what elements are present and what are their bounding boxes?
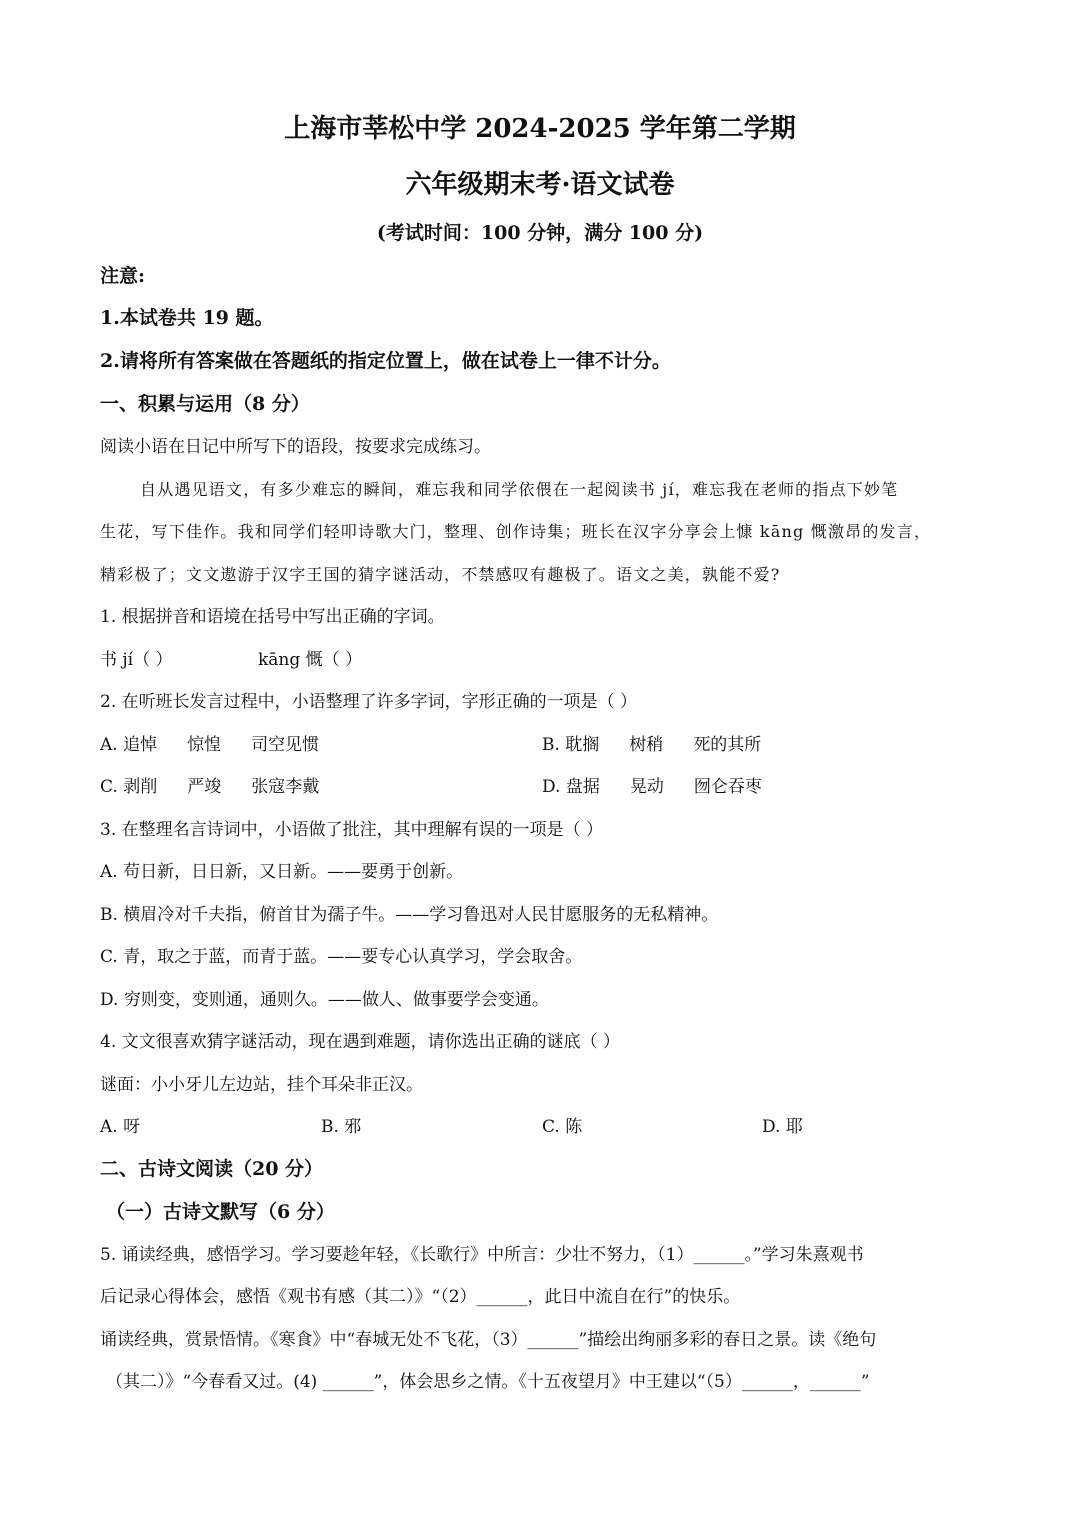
section1-intro: 阅读小语在日记中所写下的语段，按要求完成练习。 (100, 437, 491, 457)
q4-option-a: A. 呀 (100, 1117, 141, 1137)
q3-stem: 3. 在整理名言诗词中，小语做了批注，其中理解有误的一项是（ ） (100, 820, 604, 840)
q1-stem: 1. 根据拼音和语境在括号中写出正确的字词。 (100, 607, 445, 627)
notice-label: 注意: (100, 265, 146, 287)
q4-stem: 4. 文文很喜欢猜字谜活动，现在遇到难题，请你选出正确的谜底（ ） (100, 1032, 621, 1052)
q2-option-b-word-1: B. 耽搁 (542, 735, 600, 755)
q4-option-d: D. 耶 (762, 1117, 803, 1137)
q1-blank-1: 书 jí（ ） (100, 650, 173, 670)
q4-riddle: 谜面：小小牙儿左边站，挂个耳朵非正汉。 (100, 1075, 423, 1095)
q3-option-b: B. 横眉冷对千夫指，俯首甘为孺子牛。——学习鲁迅对人民甘愿服务的无私精神。 (100, 905, 719, 925)
q2-stem: 2. 在听班长发言过程中，小语整理了许多字词，字形正确的一项是（ ） (100, 692, 638, 712)
q2-option-c-word-3: 张寇李戴 (251, 777, 320, 797)
passage-line-2: 生花，写下佳作。我和同学们轻叩诗歌大门，整理、创作诗集；班长在汉字分享会上慷 kāng 慨激昂的发言， (100, 522, 932, 541)
q2-option-b-word-2: 树稍 (629, 735, 664, 755)
q2-option-b (542, 733, 761, 757)
q2-option-c-word-1: C. 剥削 (100, 777, 158, 797)
q2-option-a-word-2: 惊惶 (187, 735, 222, 755)
q2-option-d-word-3: 囫仑吞枣 (693, 777, 762, 797)
q2-option-d-word-1: D. 盘据 (542, 777, 600, 797)
passage-line-1: 自从遇见语文，有多少难忘的瞬间，难忘我和同学依偎在一起阅读书 jí，难忘我在老师的指点下妙笔 (140, 480, 899, 499)
q2-option-c (100, 775, 319, 799)
q2-option-a-word-1: A. 追悼 (100, 735, 158, 755)
q2-option-c-word-2: 严竣 (187, 777, 222, 797)
q4-option-c: C. 陈 (542, 1117, 583, 1137)
q2-option-b-word-3: 死的其所 (693, 735, 762, 755)
q3-option-c: C. 青，取之于蓝，而青于蓝。——要专心认真学习，学会取舍。 (100, 947, 583, 967)
exam-title-line1: 上海市莘松中学 2024-2025 学年第二学期 (284, 114, 796, 144)
q2-option-a (100, 733, 319, 757)
q5-line-3: 诵读经典，赏景悟情。《寒食》中“春城无处不飞花，（3）______”描绘出绚丽多彩的春日之景。读《绝句 (100, 1330, 877, 1350)
notice-item-2: 2.请将所有答案做在答题纸的指定位置上，做在试卷上一律不计分。 (100, 350, 671, 372)
notice-item-1: 1.本试卷共 19 题。 (100, 307, 274, 329)
passage-line-3: 精彩极了；文文遨游于汉字王国的猜字谜活动，不禁感叹有趣极了。语文之美，孰能不爱? (100, 565, 781, 584)
q5-line-1: 5. 诵读经典，感悟学习。学习要趁年轻，《长歌行》中所言：少壮不努力，（1）______。”学习朱熹观书 (100, 1245, 864, 1265)
q4-option-b: B. 邪 (321, 1117, 362, 1137)
section2-heading: 二、古诗文阅读（20 分） (100, 1158, 324, 1180)
q5-line-4: （其二）》“今春看又过。(4) ______”，体会思乡之情。《十五夜望月》中王建以“（5）______，______” (106, 1372, 870, 1392)
exam-title-line2: 六年级期末考·语文试卷 (405, 170, 675, 200)
section2-sub-heading: （一）古诗文默写（6 分） (106, 1201, 335, 1223)
q1-blank-2: kāng 慨（ ） (258, 650, 363, 670)
q3-option-d: D. 穷则变，变则通，通则久。——做人、做事要学会变通。 (100, 990, 549, 1010)
q2-option-d-word-2: 晃动 (629, 777, 664, 797)
q2-option-a-word-3: 司空见惯 (251, 735, 320, 755)
q3-option-a: A. 苟日新，日日新，又日新。——要勇于创新。 (100, 862, 464, 882)
q5-line-2: 后记录心得体会，感悟《观书有感（其二）》“（2）______，此日中流自在行”的快乐。 (100, 1287, 741, 1307)
exam-info: (考试时间：100 分钟，满分 100 分) (376, 222, 704, 244)
section1-heading: 一、积累与运用（8 分） (100, 393, 310, 415)
q2-option-d (542, 775, 762, 799)
